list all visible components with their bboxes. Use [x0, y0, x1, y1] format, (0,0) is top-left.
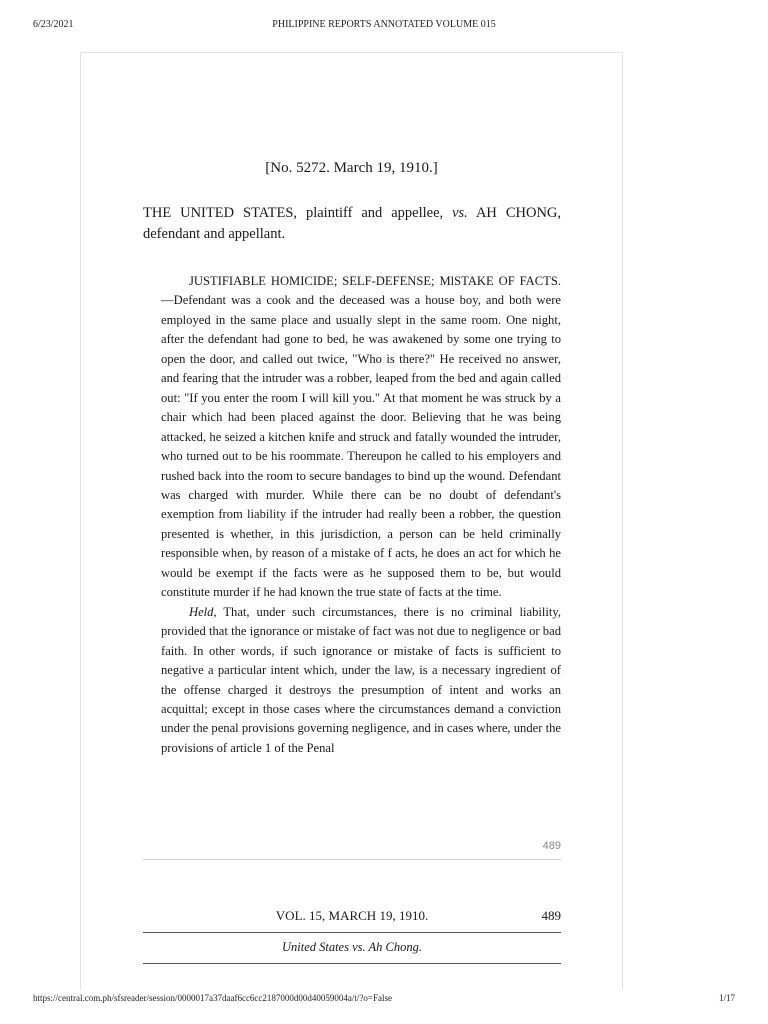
- defendant-text: AH CHONG, defendant and appellant.: [143, 205, 562, 242]
- plaintiff-text: THE UNITED STATES, plaintiff and appellee,: [143, 205, 444, 221]
- print-page-count: 1/17: [718, 993, 735, 1003]
- held-label: Held,: [189, 604, 217, 619]
- running-head-page: 489: [541, 908, 561, 923]
- case-parties: [143, 203, 561, 245]
- case-number: [No. 5272. March 19, 1910.]: [265, 160, 438, 176]
- page-divider: [143, 859, 561, 860]
- print-title: PHILIPPINE REPORTS ANNOTATED VOLUME 015: [272, 19, 496, 30]
- running-head-rule-bottom: [143, 963, 561, 964]
- versus-text: vs.: [452, 205, 468, 221]
- syllabus: [161, 272, 561, 758]
- running-head-subtitle: United States vs. Ah Chong.: [281, 940, 423, 954]
- print-header: [0, 0, 768, 40]
- syllabus-paragraph-1: JUSTIFIABLE HOMICIDE; SELF-DEFENSE; MlSTAKE OF FACTS.—Defendant was a cook and the deceased was a house boy, and both were employed in the same place and usually slept in the same room. One night, after the defendant had gone to bed, he was awakened by some one trying to open the door, and called out twice, "Who is there?" He received no answer, and fearing that the intruder was a robber, leaped from the bed and again called out: "If you enter the room I will kill you." At that moment he was struck by a chair which had been placed against the door. Believing that he was being attacked, he seized a kitchen knife and struck and fatally wounded the intruder, who turned out to be his roommate. Thereupon he called to his employers and rushed back into the room to secure bandages to bind up the wound. Defendant was charged with murder. While there can be no doubt of defendant's exemption from liability if the intruder had really been a robber, the question presented is whether, in this jurisdiction, a person can be held criminally responsible when, by reason of a mistake of f acts, he does an act for which he would be exempt if the facts were as he supposed them to be, but would constitute murder if he had known the true state of facts at the time.: [161, 274, 561, 600]
- held-text: That, under such circumstances, there is no criminal liability, provided that the ignorance or mistake of fact was not due to negligence or bad faith. In other words, if such ignorance or mistake of facts is sufficient to negative a particular intent which, under the law, is a necessary ingredient of the offense charged it destroys the presumption of intent and works an acquittal; except in those cases where the circumstances demand a conviction under the penal provisions governing negligence, and in cases where, under the provisions of article 1 of the Penal: [161, 604, 561, 755]
- page-number: 489: [542, 840, 561, 852]
- syllabus-paragraph-held: [161, 603, 561, 759]
- running-head-title: VOL. 15, MARCH 19, 1910.: [275, 908, 429, 923]
- print-url: https://central.com.ph/sfsreader/session/0000017a37daaf6cc6cc2187000d00d40059004a/t/?o=False: [33, 993, 392, 1003]
- print-footer: [0, 990, 768, 1010]
- print-date: 6/23/2021: [33, 19, 74, 30]
- document-page: [80, 52, 623, 990]
- running-head-rule-top: [143, 932, 561, 933]
